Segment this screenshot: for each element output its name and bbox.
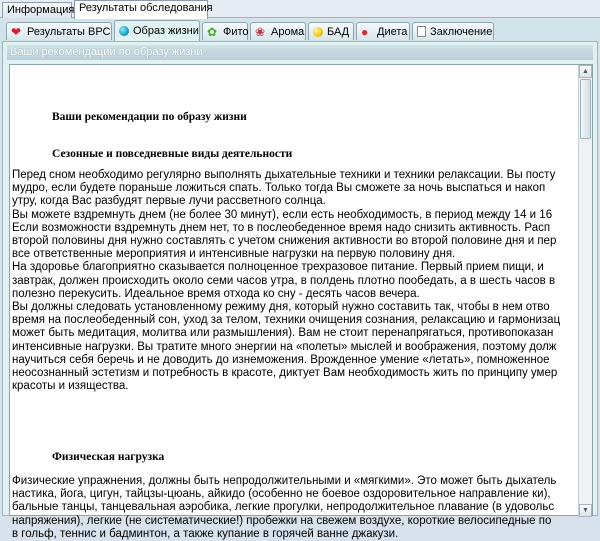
paragraph-line: интенсивные нагрузки. Вы тратите много энергии на «полеты» мыслей и воображения, поэтому долж	[12, 340, 557, 353]
paragraph-line: полезно перекусить. Идеальное время отхода ко сну - десять часов вечера.	[12, 287, 420, 300]
paragraph-line: утру, когда Вас разбудят первые лучи рассветного солнца.	[12, 195, 326, 208]
scroll-thumb[interactable]	[580, 79, 591, 139]
tab-phyto-label: Фито	[223, 25, 249, 38]
panel-header: Ваши рекомендации по образу жизни	[7, 45, 593, 60]
paragraph-line: настика, йога, цигун, тайцзы-цюань, айкидо (особенно не боевое оздоровительное направление ки),	[12, 488, 551, 501]
document-title: Ваши рекомендации по образу жизни	[52, 111, 247, 123]
recommendations-document[interactable]	[9, 64, 593, 540]
tab-bad[interactable]	[308, 22, 354, 40]
tab-lifestyle[interactable]	[114, 20, 200, 41]
paragraph-line: бальные танцы, танцевальная аэробика, легкие прогулки, непродолжительное плавание (в удовольс	[12, 501, 555, 514]
scroll-down-icon[interactable]: ▼	[579, 504, 592, 517]
globe-icon	[119, 26, 129, 36]
vertical-scrollbar[interactable]	[578, 65, 592, 517]
leaf-icon: ✿	[207, 24, 218, 39]
section-title-activities: Сезонные и повседневные виды деятельности	[52, 148, 293, 160]
tab-examination-results[interactable]	[74, 0, 213, 19]
paragraph-line: красоты и изящества.	[12, 380, 129, 393]
tab-vrs-results[interactable]	[6, 22, 112, 40]
paragraph-line: На здоровье благоприятно сказывается полноценное трехразовое питание. Первый прием пищи, и	[12, 261, 544, 274]
tab-examination-results-label: Результаты обследования	[79, 2, 213, 14]
paragraph-line: завтрак, должен происходить около семи часов утра, в полдень плотно пообедать, а в шесть часов в	[12, 274, 556, 287]
tab-diet-label: Диета	[377, 25, 408, 38]
tab-bad-label: БАД	[327, 25, 350, 38]
top-tab-bar	[0, 0, 600, 18]
flower-icon: ❀	[255, 24, 266, 39]
paragraph-line: неосознанный эстетизм и потребность в красоте, диктует Вам необходимость жить по принципу умер	[12, 367, 558, 379]
tab-aroma[interactable]	[250, 22, 306, 40]
tab-conclusion-label: Заключение	[430, 25, 493, 38]
sub-tab-bar	[0, 19, 600, 41]
tab-aroma-label: Арома	[271, 25, 305, 38]
strawberry-icon: ●	[361, 24, 369, 39]
tab-information-label: Информация	[7, 4, 75, 16]
paragraph-line: Если возможности вздремнуть днем нет, то в послеобеденное время надо снизить активность. Расп	[12, 221, 551, 234]
paragraph-line: все ответственные мероприятия и интенсивные нагрузки на первую половину дня.	[12, 248, 456, 261]
tab-information[interactable]	[2, 2, 75, 18]
document-viewport	[10, 65, 586, 540]
pill-icon	[313, 27, 323, 37]
paragraph-line: научиться себя беречь и не доводить до изнеможения. Врожденное умение «летать», помноженное	[12, 353, 550, 366]
tab-phyto[interactable]	[202, 22, 248, 40]
tab-lifestyle-label: Образ жизни	[133, 25, 199, 37]
scroll-up-icon[interactable]: ▲	[579, 65, 592, 78]
paragraph-line: может быть медитация, молитва или размышления). Вам не стоит перенапрягаться, противопоказан	[12, 327, 554, 340]
paragraph-line: Физические упражнения, должны быть непродолжительными и «мягкими». Это может быть дыхатель	[12, 475, 557, 487]
tab-conclusion[interactable]	[412, 22, 494, 40]
paragraph-line: напряжения), легкие (не систематические!) пробежки на свежем воздухе, короткие велосипедные по	[12, 514, 552, 527]
tab-vrs-results-label: Результаты ВРС	[27, 25, 111, 38]
heart-icon: ❤	[11, 24, 22, 39]
document-icon	[417, 26, 426, 37]
tab-diet[interactable]	[356, 22, 410, 40]
lifestyle-panel	[2, 41, 598, 540]
section-title-physical: Физическая нагрузка	[52, 451, 165, 463]
paragraph-line: второй половины дня нужно составлять с учетом снижения активности во второй половине дня и пер	[12, 235, 557, 247]
paragraph-line: в гольф, теннис и бадминтон, а также купание в горячей ванне джакузи.	[12, 527, 399, 540]
paragraph-line: Вы должны следовать установленному режиму дня, который нужно составить так, чтобы в нем отво	[12, 301, 550, 313]
paragraph-line: мудро, если будете пораньше ложиться спать. Только тогда Вы сможете за ночь выспаться и накоп	[12, 182, 546, 195]
paragraph-line: время на послеобеденный сон, уход за телом, техники очищения сознания, релаксацию и гармонизац	[12, 314, 561, 327]
paragraph-line: Вы можете вздремнуть днем (не более 30 минут), если есть необходимость, в период между 14 и 16	[12, 208, 553, 221]
paragraph-line: Перед сном необходимо регулярно выполнять дыхательные техники и техники релаксации. Вы посту	[12, 169, 556, 181]
